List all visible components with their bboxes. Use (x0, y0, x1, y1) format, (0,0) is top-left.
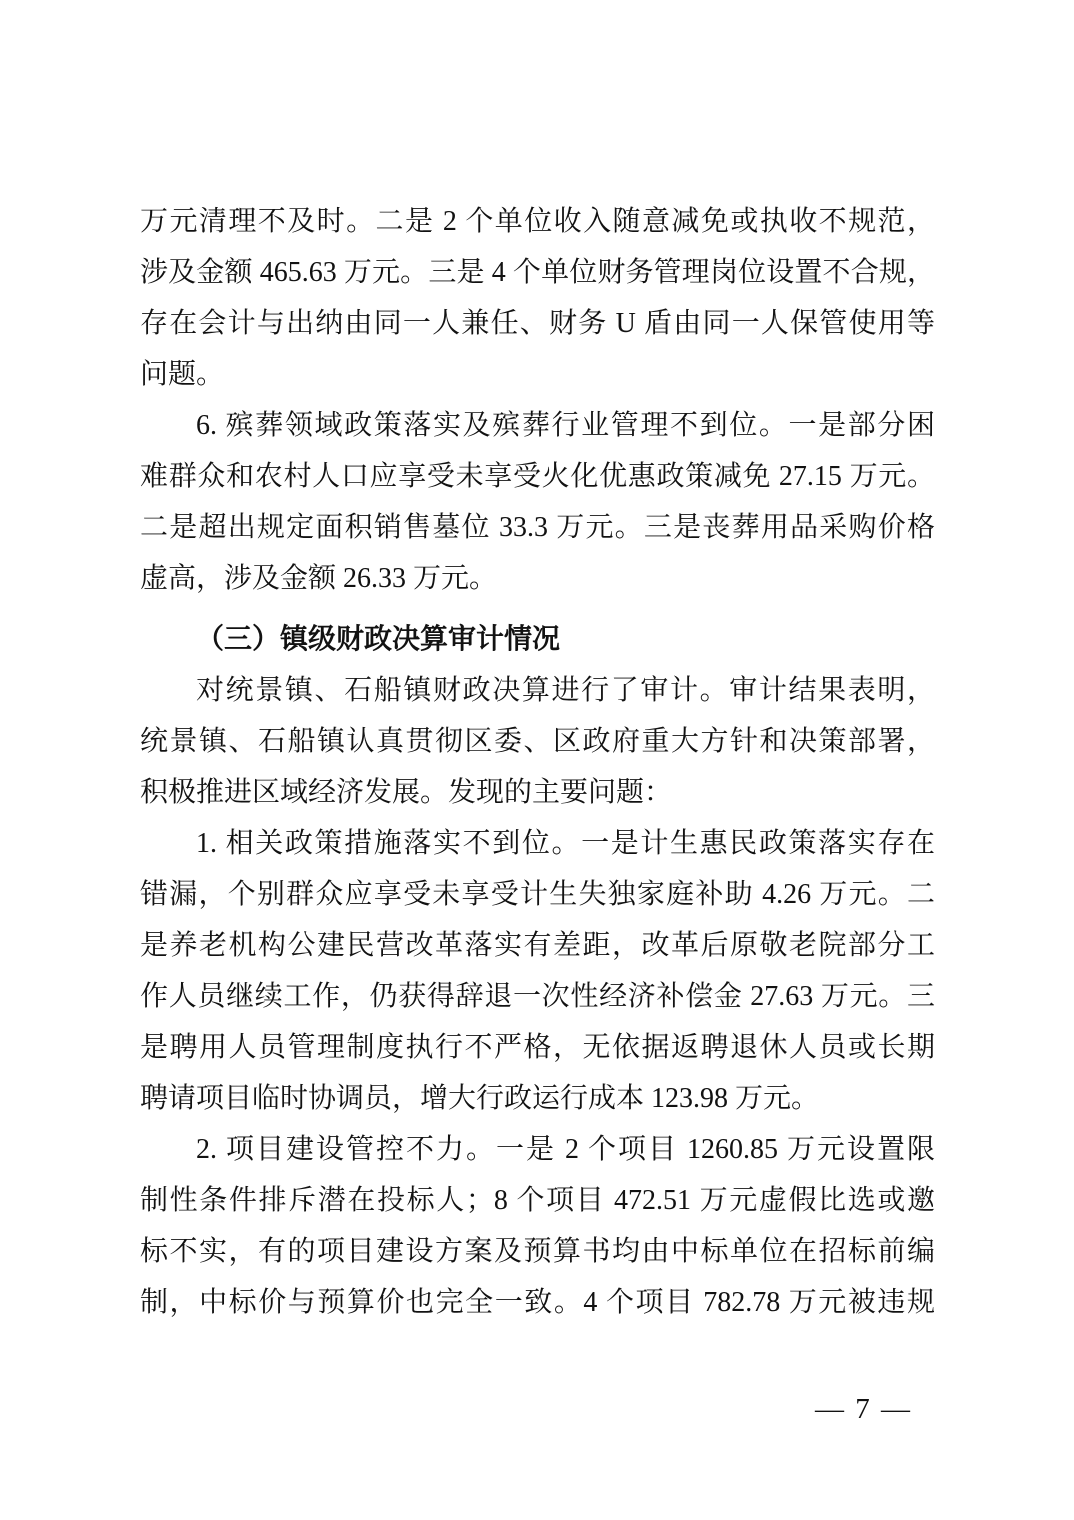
document-body (140, 196, 935, 1328)
text-line: 是养老机构公建民营改革落实有差距，改革后原敬老院部分工 (140, 930, 935, 961)
text-line: 6. 殡葬领域政策落实及殡葬行业管理不到位。一是部分困 (196, 410, 935, 441)
text-line: 问题。 (140, 359, 225, 390)
text-line: 制，中标价与预算价也完全一致。4 个项目 782.78 万元被违规 (140, 1287, 935, 1318)
text-line: 虚高，涉及金额 26.33 万元。 (140, 563, 498, 594)
paragraph-audit-overview (140, 665, 935, 818)
text-line: 2. 项目建设管控不力。一是 2 个项目 1260.85 万元设置限 (196, 1134, 935, 1165)
text-line: 作人员继续工作，仍获得辞退一次性经济补偿金 27.63 万元。三 (140, 981, 935, 1012)
text-line: 二是超出规定面积销售墓位 33.3 万元。三是丧葬用品采购价格 (140, 512, 935, 543)
paragraph-item-1 (140, 818, 935, 1124)
text-line: 对统景镇、石船镇财政决算进行了审计。审计结果表明， (196, 675, 935, 706)
paragraph-item-6 (140, 400, 935, 604)
text-line: 1. 相关政策措施落实不到位。一是计生惠民政策落实存在 (196, 828, 935, 859)
paragraph-continued (140, 196, 935, 400)
text-line: （三）镇级财政决算审计情况 (196, 624, 561, 655)
text-line: 统景镇、石船镇认真贯彻区委、区政府重大方针和决策部署， (140, 726, 935, 757)
section-heading (140, 614, 935, 665)
text-line: 聘请项目临时协调员，增大行政运行成本 123.98 万元。 (140, 1083, 820, 1114)
text-line: 制性条件排斥潜在投标人；8 个项目 472.51 万元虚假比选或邀 (140, 1185, 935, 1216)
text-line: 万元清理不及时。二是 2 个单位收入随意减免或执收不规范， (140, 206, 935, 237)
text-line: 标不实，有的项目建设方案及预算书均由中标单位在招标前编 (140, 1236, 935, 1267)
paragraph-item-2 (140, 1124, 935, 1328)
text-line: 涉及金额 465.63 万元。三是 4 个单位财务管理岗位设置不合规， (140, 257, 935, 288)
text-line: 存在会计与出纳由同一人兼任、财务 U 盾由同一人保管使用等 (140, 308, 935, 339)
page-number: — 7 — (815, 1393, 912, 1425)
text-line: 难群众和农村人口应享受未享受火化优惠政策减免 27.15 万元。 (140, 461, 935, 492)
text-line: 错漏，个别群众应享受未享受计生失独家庭补助 4.26 万元。二 (140, 879, 935, 910)
text-line: 积极推进区域经济发展。发现的主要问题： (140, 777, 673, 808)
text-line: 是聘用人员管理制度执行不严格，无依据返聘退休人员或长期 (140, 1032, 935, 1063)
